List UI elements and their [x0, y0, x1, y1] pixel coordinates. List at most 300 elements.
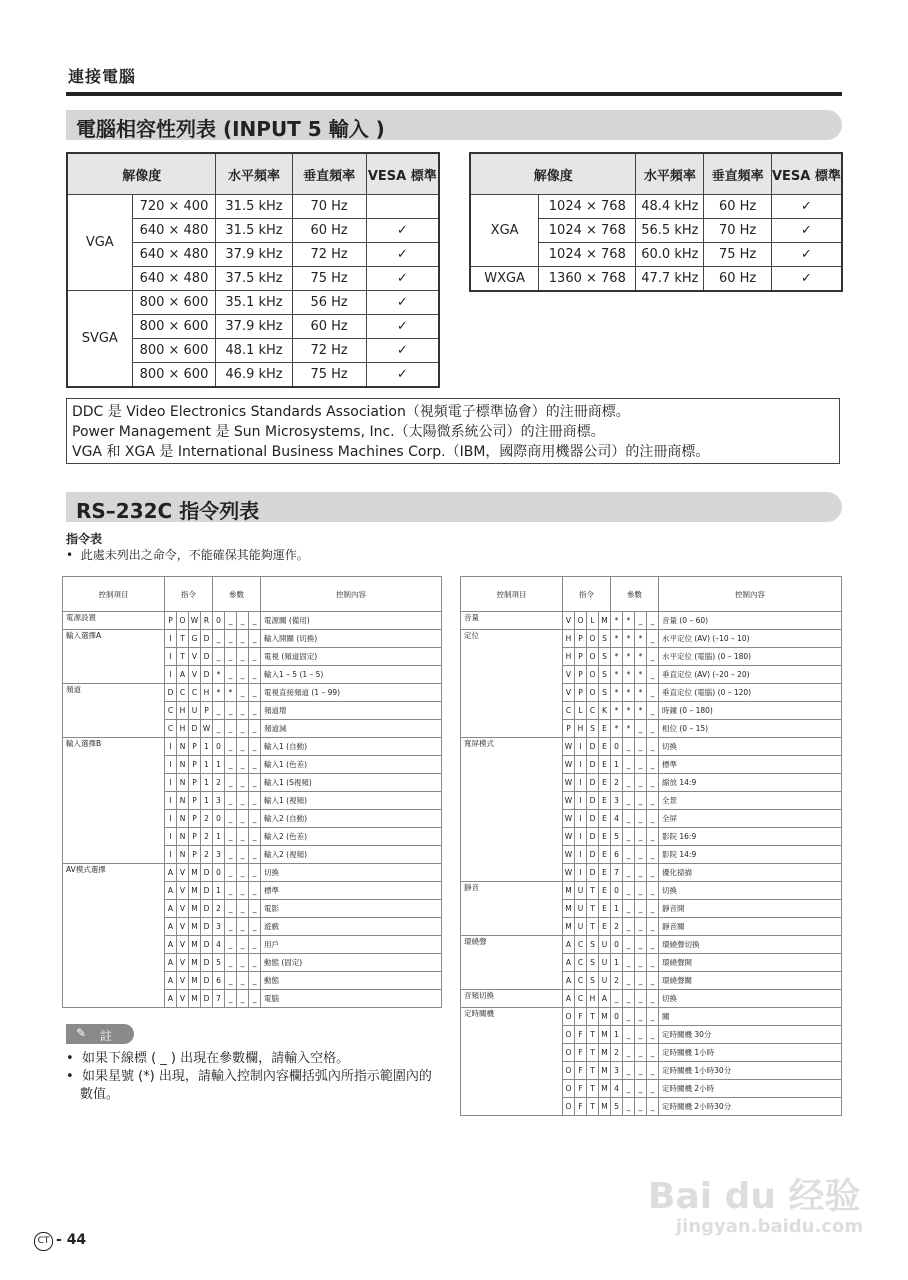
cmd-char-cell: K: [599, 702, 611, 720]
cmd-char-cell: _: [623, 1026, 635, 1044]
cmd-char-cell: *: [611, 648, 623, 666]
cmd-row: [461, 630, 842, 648]
cmd-char-cell: D: [587, 774, 599, 792]
cmd-char-cell: C: [177, 684, 189, 702]
cmd-char-cell: _: [249, 936, 261, 954]
cmd-char-cell: _: [249, 828, 261, 846]
cmd-char-cell: 1: [201, 738, 213, 756]
cmd-item-cell: AV模式選擇: [63, 864, 165, 1008]
cmd-char-cell: *: [623, 702, 635, 720]
cmd-desc-cell: 定時關機 1小時30分: [659, 1062, 842, 1080]
cmd-char-cell: T: [177, 630, 189, 648]
res-cell: 75 Hz: [292, 363, 366, 388]
cmd-char-cell: _: [647, 936, 659, 954]
vesa-check: [366, 195, 439, 219]
cmd-char-cell: W: [563, 738, 575, 756]
cmd-char-cell: _: [249, 756, 261, 774]
res-cell: 75 Hz: [292, 267, 366, 291]
cmd-char-cell: _: [647, 774, 659, 792]
cmd-header-cell: 參數: [213, 577, 261, 612]
cmd-desc-cell: 切換: [659, 882, 842, 900]
cmd-char-cell: W: [201, 720, 213, 738]
trademark-line: DDC 是 Video Electronics Standards Association（視頻電子標準協會）的注冊商標。: [72, 404, 630, 420]
cmd-char-cell: _: [237, 756, 249, 774]
cmd-item-cell: 定位: [461, 630, 563, 738]
cmd-char-cell: C: [165, 702, 177, 720]
cmd-char-cell: L: [575, 702, 587, 720]
cmd-char-cell: _: [623, 990, 635, 1008]
cmd-char-cell: _: [225, 828, 237, 846]
cmd-char-cell: M: [599, 1026, 611, 1044]
cmd-desc-cell: 影院 14:9: [659, 846, 842, 864]
res-group-cell: WXGA: [470, 267, 539, 292]
cmd-char-cell: G: [189, 630, 201, 648]
cmd-char-cell: D: [201, 936, 213, 954]
res-header-cell: 垂直頻率: [704, 153, 772, 195]
cmd-char-cell: U: [575, 882, 587, 900]
cmd-char-cell: T: [177, 648, 189, 666]
left-resolution-table: [66, 152, 440, 388]
cmd-char-cell: 2: [213, 774, 225, 792]
cmd-char-cell: S: [599, 684, 611, 702]
cmd-char-cell: I: [575, 864, 587, 882]
pc-compat-title: 電腦相容性列表 (INPUT 5 輸入 ): [76, 117, 385, 141]
cmd-item-cell: 音頻切換: [461, 990, 563, 1008]
cmd-desc-cell: 輸入開關 (切換): [261, 630, 442, 648]
res-group-cell: SVGA: [67, 291, 132, 388]
vesa-check: ✓: [366, 315, 439, 339]
cmd-char-cell: O: [563, 1062, 575, 1080]
cmd-char-cell: _: [647, 630, 659, 648]
cmd-char-cell: W: [563, 792, 575, 810]
cmd-desc-cell: 靜音開: [659, 900, 842, 918]
cmd-char-cell: _: [611, 990, 623, 1008]
vesa-check: ✓: [366, 267, 439, 291]
cmd-desc-cell: 電視 (頻道固定): [261, 648, 442, 666]
cmd-char-cell: _: [249, 702, 261, 720]
cmd-char-cell: F: [575, 1008, 587, 1026]
cmd-char-cell: S: [587, 954, 599, 972]
res-cell: 35.1 kHz: [216, 291, 292, 315]
cmd-char-cell: _: [647, 648, 659, 666]
res-cell: 1024 × 768: [539, 195, 636, 219]
cmd-char-cell: _: [237, 954, 249, 972]
cmd-char-cell: C: [575, 990, 587, 1008]
cmd-desc-cell: 用戶: [261, 936, 442, 954]
vesa-check: ✓: [366, 291, 439, 315]
cmd-item-cell: 輸入選擇A: [63, 630, 165, 684]
cmd-char-cell: M: [599, 1008, 611, 1026]
cmd-char-cell: _: [647, 756, 659, 774]
cmd-char-cell: *: [611, 612, 623, 630]
cmd-char-cell: E: [599, 720, 611, 738]
cmd-char-cell: D: [201, 648, 213, 666]
cmd-char-cell: V: [563, 666, 575, 684]
cmd-header-row: [63, 577, 442, 612]
cmd-char-cell: I: [575, 792, 587, 810]
cmd-char-cell: _: [647, 612, 659, 630]
cmd-char-cell: 6: [611, 846, 623, 864]
res-header-row: [470, 153, 842, 195]
res-header-cell: 水平頻率: [636, 153, 704, 195]
cmd-char-cell: 6: [213, 972, 225, 990]
cmd-desc-cell: 環繞聲切換: [659, 936, 842, 954]
cmd-char-cell: T: [587, 1080, 599, 1098]
cmd-char-cell: E: [599, 828, 611, 846]
cmd-char-cell: P: [189, 774, 201, 792]
cmd-char-cell: *: [623, 720, 635, 738]
res-cell: 70 Hz: [292, 195, 366, 219]
cmd-char-cell: O: [177, 612, 189, 630]
res-cell: 800 × 600: [132, 339, 216, 363]
cmd-char-cell: 1: [213, 882, 225, 900]
cmd-char-cell: R: [201, 612, 213, 630]
res-cell: 31.5 kHz: [216, 195, 292, 219]
cmd-char-cell: _: [623, 792, 635, 810]
cmd-char-cell: _: [635, 864, 647, 882]
cmd-desc-cell: 輸入2 (色差): [261, 828, 442, 846]
cmd-char-cell: _: [635, 612, 647, 630]
cmd-char-cell: H: [575, 720, 587, 738]
vesa-check: ✓: [771, 219, 842, 243]
res-cell: 46.9 kHz: [216, 363, 292, 388]
cmd-header-cell: 控制內容: [659, 577, 842, 612]
cmd-char-cell: 0: [213, 738, 225, 756]
cmd-char-cell: V: [189, 648, 201, 666]
cmd-desc-cell: 動態: [261, 972, 442, 990]
pc-compat-banner: [66, 110, 842, 140]
cmd-char-cell: _: [237, 864, 249, 882]
page-number-wrap: - 44: [56, 1232, 87, 1248]
cmd-char-cell: 0: [611, 1008, 623, 1026]
cmd-char-cell: O: [563, 1080, 575, 1098]
cmd-desc-cell: 環繞聲開: [659, 954, 842, 972]
cmd-char-cell: _: [249, 774, 261, 792]
cmd-char-cell: V: [563, 684, 575, 702]
cmd-char-cell: 0: [611, 936, 623, 954]
cmd-char-cell: A: [563, 936, 575, 954]
cmd-char-cell: T: [587, 918, 599, 936]
cmd-char-cell: _: [623, 810, 635, 828]
cmd-char-cell: _: [623, 1098, 635, 1116]
cmd-char-cell: _: [249, 666, 261, 684]
cmd-desc-cell: 電影: [261, 900, 442, 918]
cmd-item-cell: 電源設置: [63, 612, 165, 630]
cmd-char-cell: _: [249, 630, 261, 648]
cmd-char-cell: W: [189, 612, 201, 630]
cmd-desc-cell: 輸入1 (S視頻): [261, 774, 442, 792]
cmd-desc-cell: 輸入1 (視頻): [261, 792, 442, 810]
cmd-char-cell: I: [165, 774, 177, 792]
cmd-char-cell: _: [213, 630, 225, 648]
cmd-char-cell: _: [237, 828, 249, 846]
rs232c-title: RS–232C 指令列表: [76, 499, 260, 523]
cmd-char-cell: _: [249, 864, 261, 882]
rs232c-banner: [66, 492, 842, 522]
cmd-row: [461, 1008, 842, 1026]
cmd-char-cell: _: [249, 882, 261, 900]
cmd-char-cell: _: [225, 900, 237, 918]
cmd-char-cell: _: [635, 1098, 647, 1116]
cmd-char-cell: S: [587, 972, 599, 990]
cmd-item-cell: 靜音: [461, 882, 563, 936]
cmd-char-cell: I: [165, 630, 177, 648]
cmd-char-cell: O: [563, 1098, 575, 1116]
cmd-desc-cell: 輸入1 (自動): [261, 738, 442, 756]
cmd-char-cell: *: [611, 666, 623, 684]
cmd-char-cell: *: [623, 684, 635, 702]
cmd-char-cell: D: [201, 954, 213, 972]
cmd-char-cell: N: [177, 810, 189, 828]
pencil-icon: ✎: [76, 1026, 87, 1040]
cmd-char-cell: P: [189, 756, 201, 774]
cmd-char-cell: T: [587, 1098, 599, 1116]
trademark-line: VGA 和 XGA 是 International Business Machines Corp.（IBM，國際商用機器公司）的注冊商標。: [72, 444, 710, 460]
cmd-char-cell: I: [575, 756, 587, 774]
cmd-char-cell: E: [599, 900, 611, 918]
cmd-char-cell: P: [189, 792, 201, 810]
cmd-item-cell: 音量: [461, 612, 563, 630]
cmd-char-cell: C: [563, 702, 575, 720]
cmd-row: [63, 864, 442, 882]
cmd-char-cell: M: [563, 918, 575, 936]
cmd-char-cell: A: [563, 954, 575, 972]
cmd-char-cell: E: [599, 882, 611, 900]
cmd-row: [461, 936, 842, 954]
cmd-char-cell: _: [237, 774, 249, 792]
cmd-char-cell: V: [177, 936, 189, 954]
cmd-char-cell: N: [177, 756, 189, 774]
cmd-char-cell: N: [177, 738, 189, 756]
cmd-char-cell: *: [623, 612, 635, 630]
cmd-char-cell: _: [225, 648, 237, 666]
cmd-desc-cell: 水平定位 (AV) (–10 – 10): [659, 630, 842, 648]
cmd-char-cell: M: [599, 1080, 611, 1098]
cmd-desc-cell: 切換: [659, 738, 842, 756]
cmd-desc-cell: 輸入1 (色差): [261, 756, 442, 774]
cmd-char-cell: 2: [201, 846, 213, 864]
cmd-char-cell: _: [249, 720, 261, 738]
cmd-row: [63, 684, 442, 702]
cmd-char-cell: M: [189, 864, 201, 882]
res-cell: 37.5 kHz: [216, 267, 292, 291]
cmd-desc-cell: 全景: [659, 792, 842, 810]
cmd-desc-cell: 電腦: [261, 990, 442, 1008]
cmd-char-cell: _: [635, 1062, 647, 1080]
cmd-char-cell: H: [177, 702, 189, 720]
cmd-header-cell: 控制項目: [63, 577, 165, 612]
cmd-char-cell: A: [165, 972, 177, 990]
cmd-char-cell: U: [575, 918, 587, 936]
cmd-desc-cell: 輸入1 – 5 (1 – 5): [261, 666, 442, 684]
cmd-char-cell: T: [587, 1026, 599, 1044]
cmd-char-cell: D: [587, 792, 599, 810]
vesa-check: ✓: [366, 363, 439, 388]
cmd-char-cell: _: [249, 918, 261, 936]
cmd-char-cell: _: [237, 702, 249, 720]
cmd-char-cell: 2: [611, 1044, 623, 1062]
cmd-char-cell: _: [647, 828, 659, 846]
cmd-char-cell: *: [635, 702, 647, 720]
res-cell: 70 Hz: [704, 219, 772, 243]
cmd-char-cell: _: [647, 738, 659, 756]
cmd-char-cell: _: [237, 738, 249, 756]
cmd-char-cell: _: [249, 612, 261, 630]
cmd-char-cell: _: [623, 882, 635, 900]
res-cell: 47.7 kHz: [636, 267, 704, 292]
cmd-char-cell: _: [635, 900, 647, 918]
cmd-char-cell: _: [225, 756, 237, 774]
cmd-char-cell: D: [201, 864, 213, 882]
cmd-char-cell: _: [249, 792, 261, 810]
cmd-char-cell: P: [575, 684, 587, 702]
cmd-char-cell: S: [587, 720, 599, 738]
cmd-desc-cell: 切換: [261, 864, 442, 882]
cmd-desc-cell: 音量 (0 – 60): [659, 612, 842, 630]
cmd-char-cell: _: [635, 828, 647, 846]
cmd-char-cell: A: [563, 972, 575, 990]
vesa-check: ✓: [366, 219, 439, 243]
cmd-char-cell: _: [647, 882, 659, 900]
cmd-char-cell: _: [237, 666, 249, 684]
cmd-char-cell: D: [587, 738, 599, 756]
cmd-char-cell: _: [237, 612, 249, 630]
cmd-char-cell: E: [599, 810, 611, 828]
cmd-char-cell: V: [177, 972, 189, 990]
cmd-char-cell: _: [623, 972, 635, 990]
cmd-char-cell: V: [177, 882, 189, 900]
cmd-row: [461, 990, 842, 1008]
cmd-char-cell: _: [249, 738, 261, 756]
cmd-desc-cell: 相位 (0 – 15): [659, 720, 842, 738]
cmd-char-cell: _: [635, 774, 647, 792]
cmd-char-cell: _: [647, 846, 659, 864]
cmd-char-cell: L: [587, 612, 599, 630]
cmd-char-cell: _: [237, 882, 249, 900]
cmd-char-cell: H: [563, 630, 575, 648]
page-badge: CT: [34, 1232, 53, 1251]
cmd-char-cell: _: [225, 702, 237, 720]
cmd-char-cell: *: [635, 630, 647, 648]
cmd-char-cell: V: [177, 864, 189, 882]
res-header-row: [67, 153, 439, 195]
cmd-char-cell: V: [177, 900, 189, 918]
cmd-desc-cell: 環繞聲關: [659, 972, 842, 990]
cmd-char-cell: _: [249, 954, 261, 972]
cmd-desc-cell: 動態 (固定): [261, 954, 442, 972]
cmd-char-cell: M: [189, 918, 201, 936]
cmd-char-cell: *: [213, 666, 225, 684]
cmd-char-cell: W: [563, 810, 575, 828]
cmd-item-cell: 頻道: [63, 684, 165, 738]
cmd-char-cell: 1: [611, 954, 623, 972]
cmd-char-cell: 1: [213, 756, 225, 774]
cmd-desc-cell: 遊戲: [261, 918, 442, 936]
cmd-char-cell: U: [189, 702, 201, 720]
cmd-char-cell: M: [189, 900, 201, 918]
res-group-cell: XGA: [470, 195, 539, 267]
cmd-char-cell: C: [575, 954, 587, 972]
cmd-desc-cell: 定時關機 2小時: [659, 1080, 842, 1098]
cmd-char-cell: A: [177, 666, 189, 684]
cmd-char-cell: _: [237, 792, 249, 810]
res-cell: 72 Hz: [292, 339, 366, 363]
header-rule: [66, 92, 842, 96]
res-cell: 1024 × 768: [539, 243, 636, 267]
cmd-char-cell: C: [575, 972, 587, 990]
cmd-char-cell: _: [213, 648, 225, 666]
cmd-char-cell: I: [575, 810, 587, 828]
cmd-char-cell: V: [177, 918, 189, 936]
cmd-char-cell: _: [225, 720, 237, 738]
cmd-char-cell: D: [201, 972, 213, 990]
cmd-char-cell: I: [165, 810, 177, 828]
cmd-char-cell: 3: [213, 846, 225, 864]
cmd-desc-cell: 頻道減: [261, 720, 442, 738]
cmd-char-cell: A: [599, 990, 611, 1008]
cmd-char-cell: _: [647, 918, 659, 936]
cmd-header-cell: 參數: [611, 577, 659, 612]
cmd-char-cell: _: [623, 1008, 635, 1026]
cmd-char-cell: A: [165, 918, 177, 936]
cmd-char-cell: F: [575, 1044, 587, 1062]
cmd-char-cell: H: [177, 720, 189, 738]
res-cell: 48.1 kHz: [216, 339, 292, 363]
cmd-char-cell: _: [237, 846, 249, 864]
cmd-char-cell: _: [635, 792, 647, 810]
cmd-char-cell: M: [599, 612, 611, 630]
cmd-char-cell: U: [599, 936, 611, 954]
cmd-char-cell: *: [213, 684, 225, 702]
cmd-char-cell: _: [249, 810, 261, 828]
cmd-char-cell: M: [189, 972, 201, 990]
page-number: 44: [66, 1232, 87, 1248]
cmd-char-cell: I: [165, 792, 177, 810]
cmd-char-cell: P: [189, 810, 201, 828]
cmd-header-cell: 控制項目: [461, 577, 563, 612]
res-cell: 48.4 kHz: [636, 195, 704, 219]
cmd-char-cell: A: [165, 882, 177, 900]
res-cell: 60.0 kHz: [636, 243, 704, 267]
res-cell: 640 × 480: [132, 267, 216, 291]
res-group-cell: VGA: [67, 195, 132, 291]
cmd-char-cell: W: [563, 756, 575, 774]
cmd-char-cell: C: [189, 684, 201, 702]
cmd-char-cell: _: [647, 1044, 659, 1062]
cmd-char-cell: _: [213, 720, 225, 738]
cmd-desc-cell: 全屏: [659, 810, 842, 828]
res-cell: 800 × 600: [132, 363, 216, 388]
res-cell: 60 Hz: [292, 315, 366, 339]
cmd-char-cell: M: [563, 900, 575, 918]
cmd-char-cell: N: [177, 792, 189, 810]
cmd-desc-cell: 關: [659, 1008, 842, 1026]
cmd-desc-cell: 標準: [659, 756, 842, 774]
cmd-char-cell: T: [587, 900, 599, 918]
cmd-char-cell: 2: [611, 774, 623, 792]
cmd-char-cell: _: [237, 972, 249, 990]
cmd-char-cell: V: [563, 612, 575, 630]
cmd-char-cell: _: [635, 738, 647, 756]
cmd-char-cell: H: [587, 990, 599, 1008]
cmd-char-cell: T: [587, 1008, 599, 1026]
cmd-char-cell: _: [225, 612, 237, 630]
cmd-item-cell: 輸入選擇B: [63, 738, 165, 864]
note-text: 如果星號 (*) 出現，請輸入控制內容欄括弧內所指示範圍內的數值。: [80, 1069, 432, 1102]
cmd-char-cell: _: [623, 918, 635, 936]
cmd-char-cell: _: [623, 864, 635, 882]
cmd-char-cell: _: [647, 810, 659, 828]
